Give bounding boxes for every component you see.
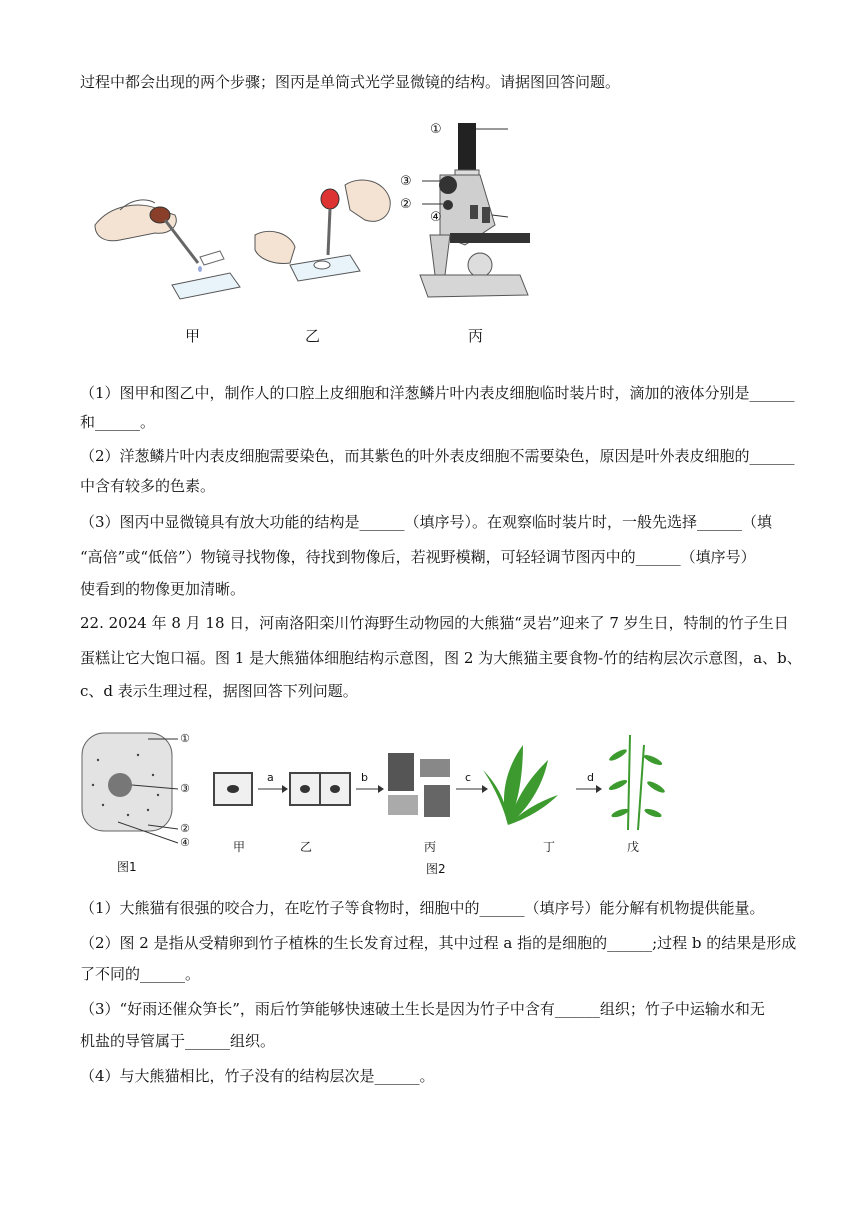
stage-ding: 丁: [543, 840, 556, 854]
text-line: 和______。: [80, 413, 156, 431]
text-line: 了不同的______。: [80, 965, 201, 983]
dropper-step-jia-illustration: [95, 200, 240, 299]
text-line: 中含有较多的色素。: [80, 477, 216, 495]
text-line: （4）与大熊猫相比，竹子没有的结构层次是______。: [80, 1067, 435, 1085]
cell-marker-1: ①: [180, 732, 190, 745]
cell-marker-3: ③: [180, 782, 190, 795]
cell-marker-4: ④: [180, 836, 190, 849]
text-line: 机盐的导管属于______组织。: [80, 1032, 276, 1050]
text-line: 过程中都会出现的两个步骤；图丙是单筒式光学显微镜的结构。请据图回答问题。: [80, 73, 621, 91]
arrow-b-label: b: [361, 771, 368, 784]
text-line: （2）图 2 是指从受精卵到竹子植株的生长发育过程，其中过程 a 指的是细胞的______;过程 b 的结果是形成: [80, 934, 797, 952]
arrow-a-label: a: [267, 771, 274, 784]
marker-4: ④: [430, 210, 442, 225]
stage-jia: 甲: [233, 840, 246, 854]
arrow-d-label: d: [587, 771, 594, 784]
arrow-c-label: c: [465, 771, 472, 784]
panda-cell-diagram: [82, 733, 178, 843]
experiment-figure: [80, 115, 560, 355]
dropper-step-yi-illustration: [255, 180, 390, 281]
cell-marker-2: ②: [180, 822, 190, 835]
text-line: （1）图甲和图乙中，制作人的口腔上皮细胞和洋葱鳞片叶内表皮细胞临时装片时，滴加的液体分别是______: [80, 384, 795, 402]
fig2-label: 图2: [426, 862, 446, 876]
fig1-label: 图1: [117, 860, 137, 874]
caption-bing: 丙: [468, 327, 484, 345]
marker-2: ②: [400, 197, 412, 212]
text-line: （3）“好雨还催众笋长”，雨后竹笋能够快速破土生长是因为竹子中含有______组织；竹子中运输水和无: [80, 1000, 765, 1018]
text-line: （2）洋葱鳞片叶内表皮细胞需要染色，而其紫色的叶外表皮细胞不需要染色，原因是叶外表皮细胞的______: [80, 447, 795, 465]
caption-yi: 乙: [305, 327, 321, 345]
stage-yi: 乙: [300, 840, 313, 854]
text-line: （1）大熊猫有很强的咬合力，在吃竹子等食物时，细胞中的______（填序号）能分解有机物提供能量。: [80, 899, 765, 917]
marker-1: ①: [430, 122, 442, 137]
text-line: 使看到的物像更加清晰。: [80, 580, 246, 598]
text-line: （3）图丙中显微镜具有放大功能的结构是______（填序号）。在观察临时装片时，一般先选择______（填: [80, 513, 773, 531]
stage-bing: 丙: [424, 840, 437, 854]
bamboo-structure-figure: [78, 725, 678, 855]
stage-wu: 戊: [627, 840, 640, 854]
text-line: 22. 2024 年 8 月 18 日，河南洛阳栾川竹海野生动物园的大熊猫“灵岩”迎来了 7 岁生日，特制的竹子生日: [80, 614, 789, 632]
text-line: c、d 表示生理过程，据图回答下列问题。: [80, 682, 358, 700]
text-line: 蛋糕让它大饱口福。图 1 是大熊猫体细胞结构示意图，图 2 为大熊猫主要食物-竹的结构层次示意图，a、b、: [80, 649, 802, 667]
marker-3: ③: [400, 174, 412, 189]
caption-jia: 甲: [185, 327, 201, 345]
text-line: “高倍”或“低倍”）物镜寻找物像，待找到物像后，若视野模糊，可轻轻调节图丙中的______（填序号）: [80, 548, 756, 566]
